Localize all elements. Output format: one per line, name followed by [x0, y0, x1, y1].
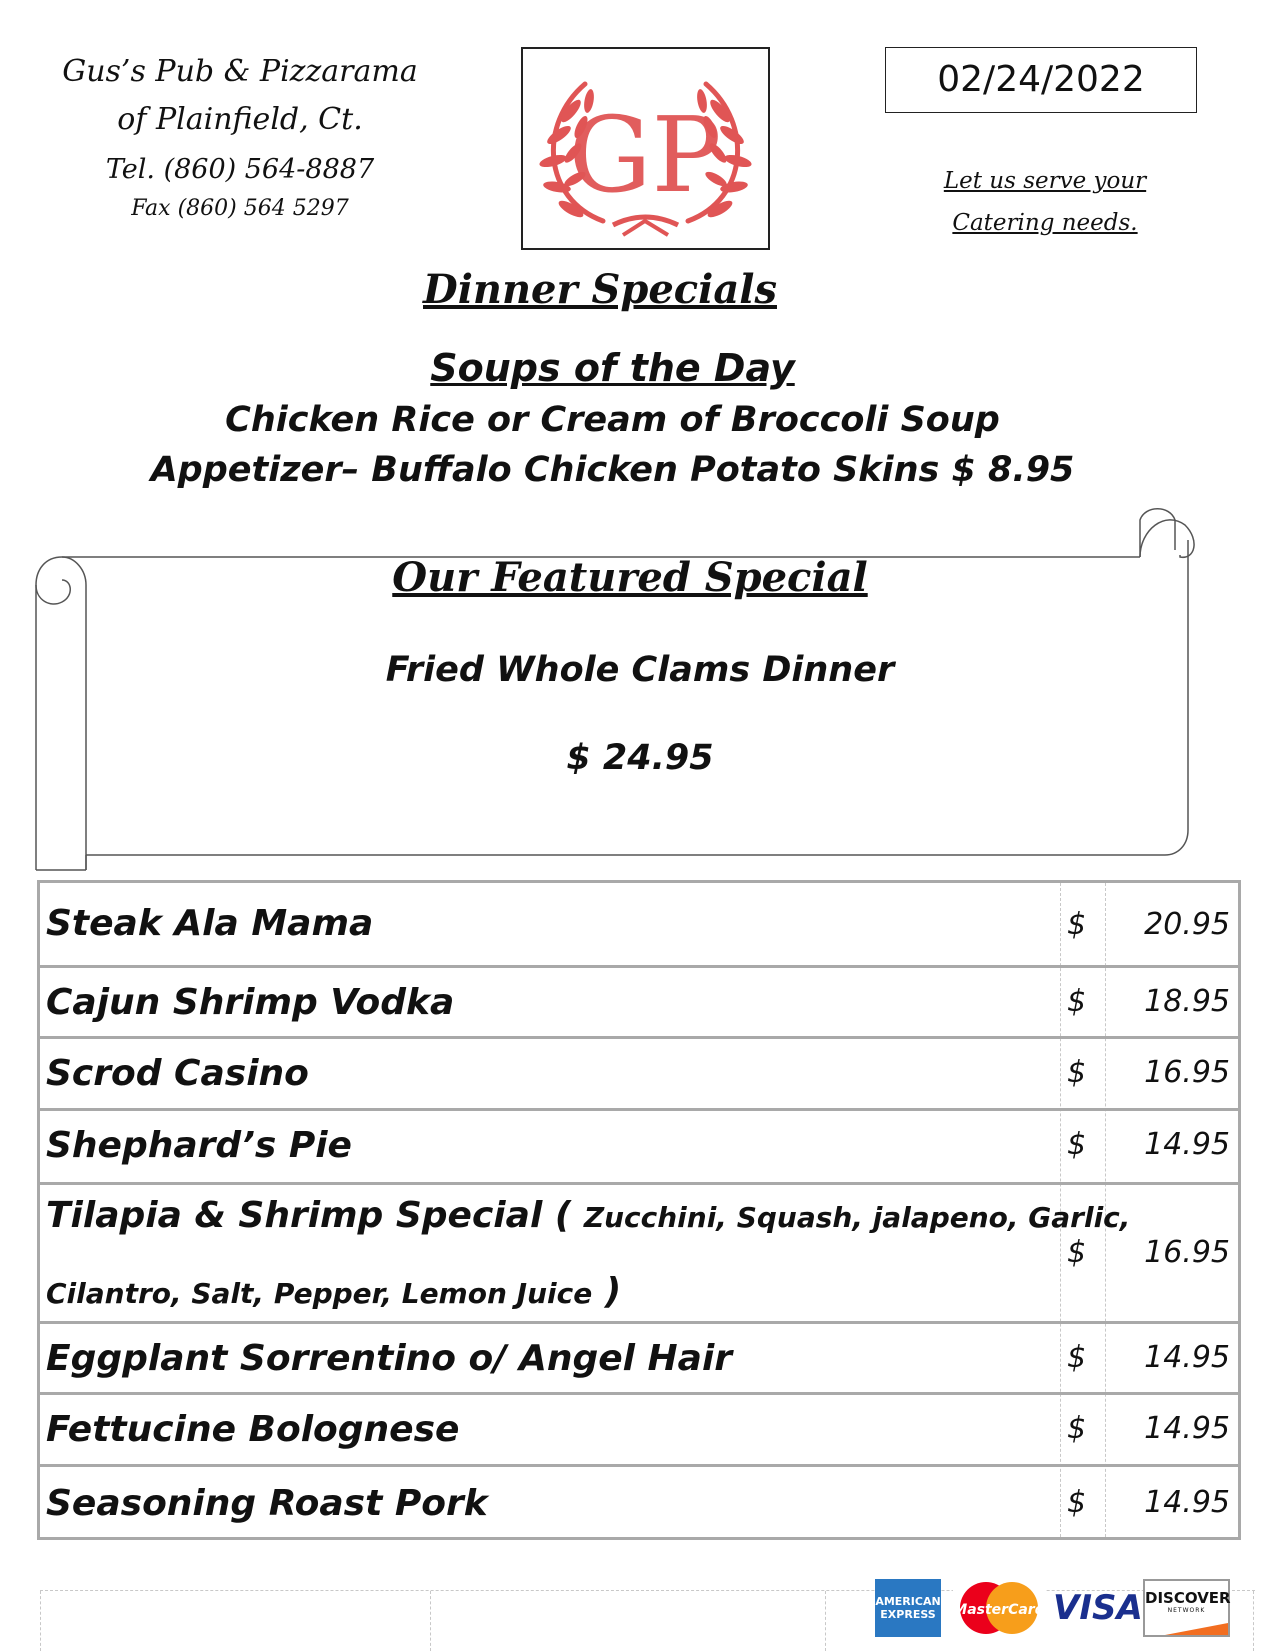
menu-row: [40, 1467, 1238, 1537]
menu-item-detail: Cilantro, Salt, Pepper, Lemon Juice: [46, 1277, 593, 1310]
menu-table: [37, 880, 1241, 1540]
visa-logo: VISA: [1053, 1588, 1143, 1628]
catering-line1: Let us serve your: [943, 168, 1147, 194]
menu-row: [40, 1395, 1238, 1467]
mastercard-text: MasterCard: [953, 1602, 1045, 1618]
menu-item-currency: $: [1067, 907, 1087, 942]
discover-swoosh-icon: [1145, 1621, 1228, 1635]
soups-title: Soups of the Day: [430, 346, 795, 390]
business-name-line2: of Plainfield, Ct.: [117, 102, 363, 137]
menu-item-currency: $: [1067, 1485, 1087, 1520]
menu-item-currency: $: [1067, 1127, 1087, 1162]
appetizer-line: Appetizer– Buffalo Chicken Potato Skins $ 8.95: [150, 450, 1075, 490]
menu-item-currency: $: [1067, 1411, 1087, 1446]
menu-item-name-continued: [46, 1271, 621, 1312]
menu-row: [40, 1324, 1238, 1395]
menu-item-price: 14.95: [1144, 1340, 1230, 1375]
menu-item-currency: $: [1067, 984, 1087, 1019]
amex-line2: EXPRESS: [880, 1608, 936, 1621]
date-box: 02/24/2022: [885, 47, 1197, 113]
menu-row: [40, 883, 1238, 968]
footer-divider: [40, 1591, 41, 1651]
logo-letters: GP: [568, 94, 722, 216]
menu-item-name: Scrod Casino: [46, 1053, 309, 1094]
discover-logo: [1143, 1579, 1230, 1637]
featured-special-title: Our Featured Special: [392, 554, 868, 601]
amex-logo: [875, 1579, 941, 1637]
featured-item: Fried Whole Clams Dinner: [385, 650, 895, 690]
mastercard-logo: [953, 1579, 1045, 1637]
footer-divider: [1253, 1591, 1254, 1651]
menu-item-detail: Zucchini, Squash, jalapeno, Garlic,: [583, 1201, 1131, 1234]
menu-item-price: 14.95: [1144, 1127, 1230, 1162]
menu-row: [40, 968, 1238, 1039]
menu-row: [40, 1185, 1238, 1324]
menu-item-price: 18.95: [1144, 984, 1230, 1019]
menu-item-title: Tilapia & Shrimp Special (: [46, 1195, 584, 1236]
menu-item-name: Steak Ala Mama: [46, 903, 374, 944]
footer-divider: [825, 1591, 826, 1651]
business-name-line1: Gus’s Pub & Pizzarama: [62, 54, 418, 89]
menu-item-currency: $: [1067, 1340, 1087, 1375]
fax: Fax (860) 564 5297: [131, 196, 349, 221]
menu-item-price: 20.95: [1144, 907, 1230, 942]
menu-item-name: [46, 1195, 1130, 1236]
discover-network-text: NETWORK: [1167, 1607, 1206, 1614]
catering-line2: Catering needs.: [952, 210, 1138, 236]
mastercard-circles-icon: [953, 1579, 1045, 1637]
telephone: Tel. (860) 564-8887: [105, 154, 375, 185]
menu-row: [40, 1111, 1238, 1185]
menu-item-close: ): [592, 1271, 622, 1312]
amex-line1: AMERICAN: [875, 1595, 941, 1608]
menu-item-price: 16.95: [1144, 1055, 1230, 1090]
dinner-specials-title: Dinner Specials: [423, 266, 777, 313]
menu-item-price: 14.95: [1144, 1411, 1230, 1446]
menu-item-name: Fettucine Bolognese: [46, 1409, 460, 1450]
footer-divider: [430, 1591, 431, 1651]
menu-item-currency: $: [1067, 1235, 1087, 1270]
menu-item-name: Shephard’s Pie: [46, 1125, 352, 1166]
menu-row: [40, 1039, 1238, 1111]
discover-text: DISCOVER: [1145, 1589, 1231, 1607]
menu-item-currency: $: [1067, 1055, 1087, 1090]
menu-item-name: Cajun Shrimp Vodka: [46, 982, 455, 1023]
featured-price: $ 24.95: [566, 738, 714, 778]
menu-item-name: Seasoning Roast Pork: [46, 1483, 488, 1524]
menu-item-price: 14.95: [1144, 1485, 1230, 1520]
soups-line: Chicken Rice or Cream of Broccoli Soup: [225, 400, 1000, 440]
menu-item-price: 16.95: [1144, 1235, 1230, 1270]
menu-item-name: Eggplant Sorrentino o/ Angel Hair: [46, 1338, 733, 1379]
